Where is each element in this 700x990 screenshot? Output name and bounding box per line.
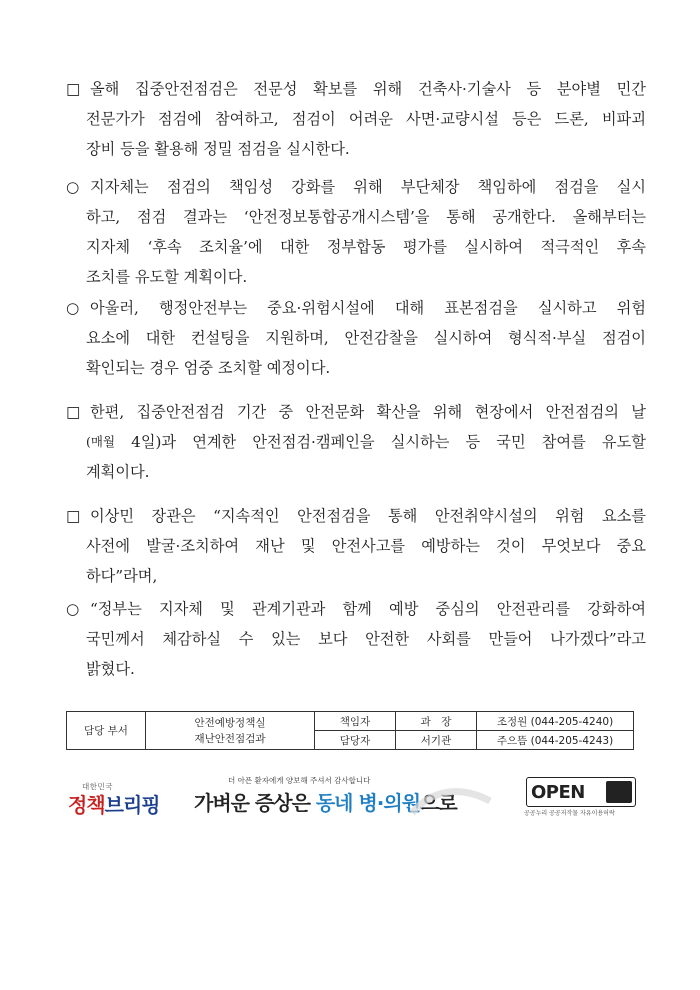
role-cell (315, 731, 396, 750)
paragraph-line: 확인되는 경우 엄중 조치할 예정이다. (86, 359, 331, 377)
paragraph-line: 장비 등을 활용해 정밀 점검을 실시한다. (86, 140, 350, 158)
paragraph-line: 지자체는 점검의 책임성 강화를 위해 부단체장 책임하에 점검을 실시 (90, 178, 646, 196)
logo-part2: 브리핑 (104, 793, 160, 817)
title-label: 과 장 (420, 715, 452, 728)
role-cell (315, 712, 396, 731)
square-bullet-icon: □ (66, 80, 81, 98)
paragraph-line: 올해 집중안전점검은 전문성 확보를 위해 건축사·기술사 등 분야별 민간 (90, 80, 646, 98)
role-label: 책임자 (339, 715, 371, 728)
title-cell (396, 712, 477, 731)
open-caption: 공공누리 공공저작물 자유이용허락 (524, 810, 615, 817)
paragraph (66, 293, 646, 383)
slogan-part3: 으로 (420, 791, 457, 815)
open-text: OPEN (531, 781, 585, 803)
role-label: 담당자 (339, 734, 371, 747)
paragraph (66, 594, 646, 684)
paragraph-line: 요소에 대한 컨설팅을 지원하며, 안전감찰을 실시하여 형식적·부실 점검이 (86, 329, 646, 347)
person-contact: 주으뜸 (044-205-4243) (496, 734, 614, 747)
dept-name-cell (146, 712, 315, 750)
person-contact: 조정원 (044-205-4240) (496, 715, 614, 728)
campaign-subtitle: 더 아픈 환자에게 양보해 주셔서 감사합니다 (228, 776, 371, 785)
square-bullet-icon: □ (66, 403, 81, 421)
paragraph-line: 하고, 점검 결과는 ‘안전정보통합공개시스템’을 통해 공개한다. 올해부터는 (86, 208, 646, 226)
attribution-icon (606, 781, 632, 803)
footer-banner (66, 775, 634, 823)
paragraph-line: 사전에 발굴·조치하여 재난 및 안전사고를 예방하는 것이 무엇보다 중요 (86, 537, 646, 555)
paragraph-line: 전문가가 점검에 참여하고, 점검이 어려운 사면·교량시설 등은 드론, 비파괴 (86, 110, 646, 128)
dept-label-cell (67, 712, 146, 750)
title-label: 서기관 (420, 734, 452, 747)
dept-name-line2: 재난안전점검과 (194, 732, 266, 745)
paragraph (66, 501, 646, 591)
campaign-banner (194, 775, 494, 821)
kogl-open-badge (524, 777, 634, 821)
slogan-part1: 가벼운 증상은 (194, 791, 316, 815)
logo-part1: 정책 (68, 793, 105, 817)
paragraph (66, 172, 646, 292)
square-bullet-icon: □ (66, 507, 81, 525)
circle-bullet-icon: ○ (66, 299, 80, 317)
logo-small-label: 대한민국 (82, 782, 113, 791)
paragraph-line: 아울러, 행정안전부는 중요·위험시설에 대해 표본점검을 실시하고 위험 (90, 299, 646, 317)
person-cell (477, 712, 634, 731)
paragraph-line: 조치를 유도할 계획이다. (86, 268, 248, 286)
slogan-part2: 동네 병·의원 (315, 791, 421, 815)
title-cell (396, 731, 477, 750)
dept-name-line1: 안전예방정책실 (194, 716, 266, 729)
logo-wordmark (68, 789, 160, 818)
dept-label: 담당 부서 (84, 725, 128, 737)
paragraph-line: 한편, 집중안전점검 기간 중 안전문화 확산을 위해 현장에서 안전점검의 날 (90, 403, 646, 421)
paragraph (66, 74, 646, 164)
paragraph-line: “정부는 지자체 및 관계기관과 함께 예방 중심의 안전관리를 강화하여 (90, 600, 646, 618)
paragraph-line: 하다”라며, (86, 567, 158, 585)
paragraph-line: (매월 4일)과 연계한 안전점검·캠페인을 실시하는 등 국민 참여를 유도할 (86, 433, 646, 451)
paragraph-line: 지자체 ‘후속 조치율’에 대한 정부합동 평가를 실시하여 적극적인 후속 (86, 238, 646, 256)
campaign-swoosh-icon (404, 783, 494, 817)
contact-table (66, 711, 634, 750)
paragraph (66, 397, 646, 487)
circle-bullet-icon: ○ (66, 600, 80, 618)
circle-bullet-icon: ○ (66, 178, 80, 196)
paragraph-line: 이상민 장관은 “지속적인 안전점검을 통해 안전취약시설의 위험 요소를 (90, 507, 646, 525)
paragraph-line: 계획이다. (86, 463, 150, 481)
paragraph-line: 국민께서 체감하실 수 있는 보다 안전한 사회를 만들어 나가겠다”라고 (86, 630, 646, 648)
open-box (526, 777, 636, 807)
paragraph-line: 밝혔다. (86, 660, 135, 678)
person-cell (477, 731, 634, 750)
policy-briefing-logo[interactable] (68, 777, 162, 821)
